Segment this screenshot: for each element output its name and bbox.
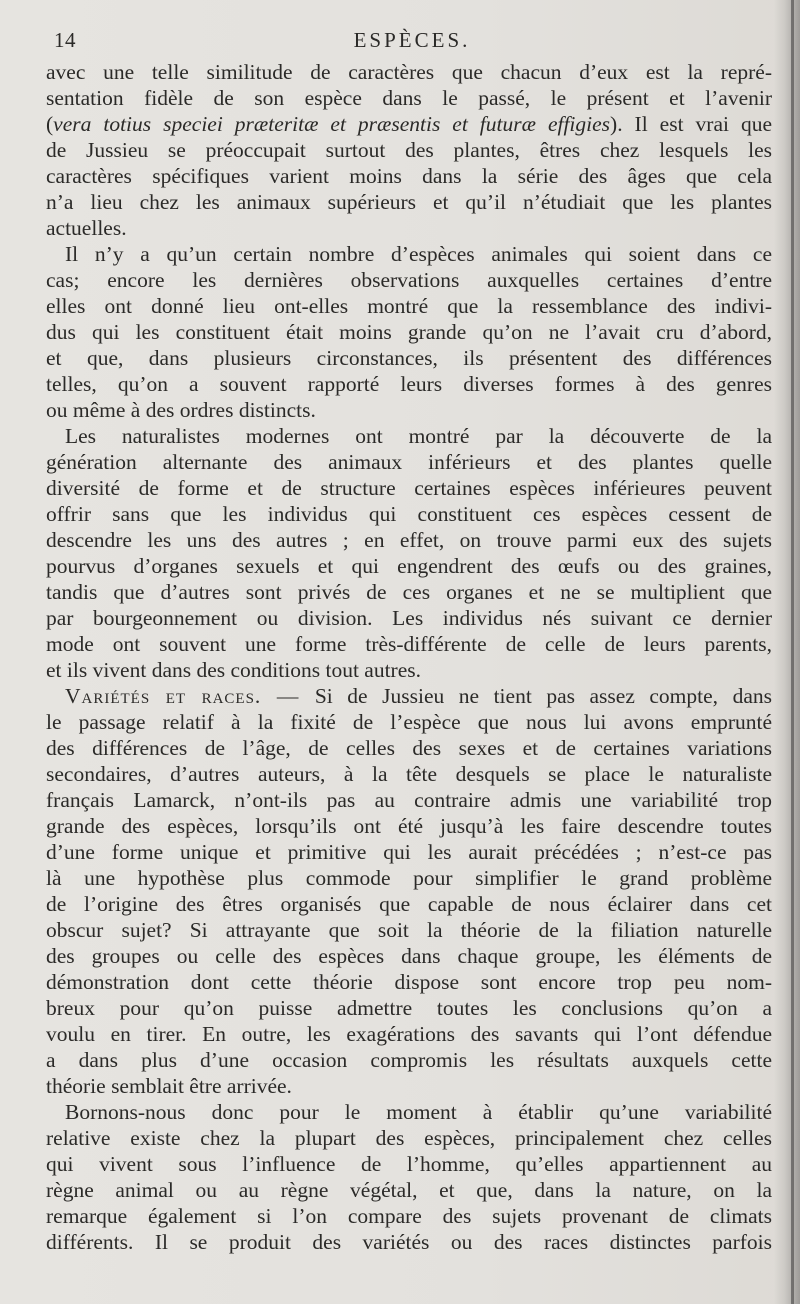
text-line: tandis que d’autres sont privés de ces organes et ne se multiplient que [46, 580, 772, 604]
text-line: qui vivent sous l’influence de l’homme, qu’elles appartiennent au [46, 1152, 772, 1176]
text-line: elles ont donné lieu ont-elles montré que la ressemblance des indivi- [46, 294, 772, 318]
page-binding-edge [791, 0, 794, 1304]
text-line: voulu en tirer. En outre, les exagérations des savants qui l’ont défendue [46, 1022, 772, 1046]
text-line: obscur sujet? Si attrayante que soit la théorie de la filiation naturelle [46, 918, 772, 942]
text-line: (vera totius speciei præteritæ et præsentis et futuræ effigies). Il est vrai que [46, 112, 772, 136]
text-line: secondaires, d’autres auteurs, à la tête desquels se place le naturaliste [46, 762, 772, 786]
text-line: descendre les uns des autres ; en effet, on trouve parmi eux des sujets [46, 528, 772, 552]
text-line: des groupes ou celle des espèces dans chaque groupe, les éléments de [46, 944, 772, 968]
text-line: relative existe chez la plupart des espèces, principalement chez celles [46, 1126, 772, 1150]
text-line: Bornons-nous donc pour le moment à établir qu’une variabilité [65, 1100, 772, 1124]
text-line: démonstration dont cette théorie dispose sont encore trop peu nom- [46, 970, 772, 994]
text-line: de Jussieu se préoccupait surtout des plantes, êtres chez lesquels les [46, 138, 772, 162]
text-line: telles, qu’on a souvent rapporté leurs diverses formes à des genres [46, 372, 772, 396]
text-line: avec une telle similitude de caractères que chacun d’eux est la repré- [46, 60, 772, 84]
text-line: Variétés et races. — Si de Jussieu ne tient pas assez compte, dans [65, 684, 772, 708]
text-line: n’a lieu chez les animaux supérieurs et qu’il n’étudiait que les plantes [46, 190, 772, 214]
text-line: pourvus d’organes sexuels et qui engendrent des œufs ou des graines, [46, 554, 772, 578]
text-line: le passage relatif à la fixité de l’espèce que nous lui avons emprunté [46, 710, 772, 734]
text-line: par bourgeonnement ou division. Les individus nés suivant ce dernier [46, 606, 772, 630]
text-line: de l’origine des êtres organisés que capable de nous éclairer dans cet [46, 892, 772, 916]
body-text [46, 59, 772, 1255]
latin-quote: vera totius speciei præteritæ et præsentis et futuræ effigies [53, 112, 611, 136]
text-line: Il n’y a qu’un certain nombre d’espèces animales qui soient dans ce [65, 242, 772, 266]
text-line: mode ont souvent une forme très-différente de celle de leurs parents, [46, 632, 772, 656]
text-line: dus qui les constituent était moins grande qu’on ne l’avait cru d’abord, [46, 320, 772, 344]
text-line: ou même à des ordres distincts. [46, 398, 316, 422]
page-edge-shadow [774, 0, 800, 1304]
text-line: règne animal ou au règne végétal, et que, dans la nature, on la [46, 1178, 772, 1202]
text-line: cas; encore les dernières observations auxquelles certaines d’entre [46, 268, 772, 292]
text-line: actuelles. [46, 216, 127, 240]
running-head: ESPÈCES. [353, 28, 471, 52]
text-line: Les naturalistes modernes ont montré par la découverte de la [65, 424, 772, 448]
text-line: caractères spécifiques varient moins dans la série des âges que cela [46, 164, 772, 188]
text-line: génération alternante des animaux inférieurs et des plantes quelle [46, 450, 772, 474]
section-heading: Variétés et races. — [65, 684, 315, 708]
text-line: grande des espèces, lorsqu’ils ont été jusqu’à les faire descendre toutes [46, 814, 772, 838]
text-line: là une hypothèse plus commode pour simplifier le grand problème [46, 866, 772, 890]
page-header [54, 28, 770, 52]
text-line: et ils vivent dans des conditions tout autres. [46, 658, 422, 682]
text-line: breux pour qu’on puisse admettre toutes les conclusions qu’on a [46, 996, 772, 1020]
text-line: a dans plus d’une occasion compromis les résultats auxquels cette [46, 1048, 772, 1072]
text-line: d’une forme unique et primitive qui les aurait précédées ; n’est-ce pas [46, 840, 772, 864]
text-line: remarque également si l’on compare des sujets provenant de climats [46, 1204, 772, 1228]
text-line: différents. Il se produit des variétés ou des races distinctes parfois [46, 1230, 772, 1254]
text-line: des différences de l’âge, de celles des sexes et de certaines variations [46, 736, 772, 760]
text-line: offrir sans que les individus qui constituent ces espèces cessent de [46, 502, 772, 526]
page-number: 14 [54, 28, 76, 52]
text-line: et que, dans plusieurs circonstances, ils présentent des différences [46, 346, 772, 370]
text-line: théorie semblait être arrivée. [46, 1074, 292, 1098]
text-line: français Lamarck, n’ont-ils pas au contraire admis une variabilité trop [46, 788, 772, 812]
text-line: sentation fidèle de son espèce dans le passé, le présent et l’avenir [46, 86, 772, 110]
text-line: diversité de forme et de structure certaines espèces inférieures peuvent [46, 476, 772, 500]
